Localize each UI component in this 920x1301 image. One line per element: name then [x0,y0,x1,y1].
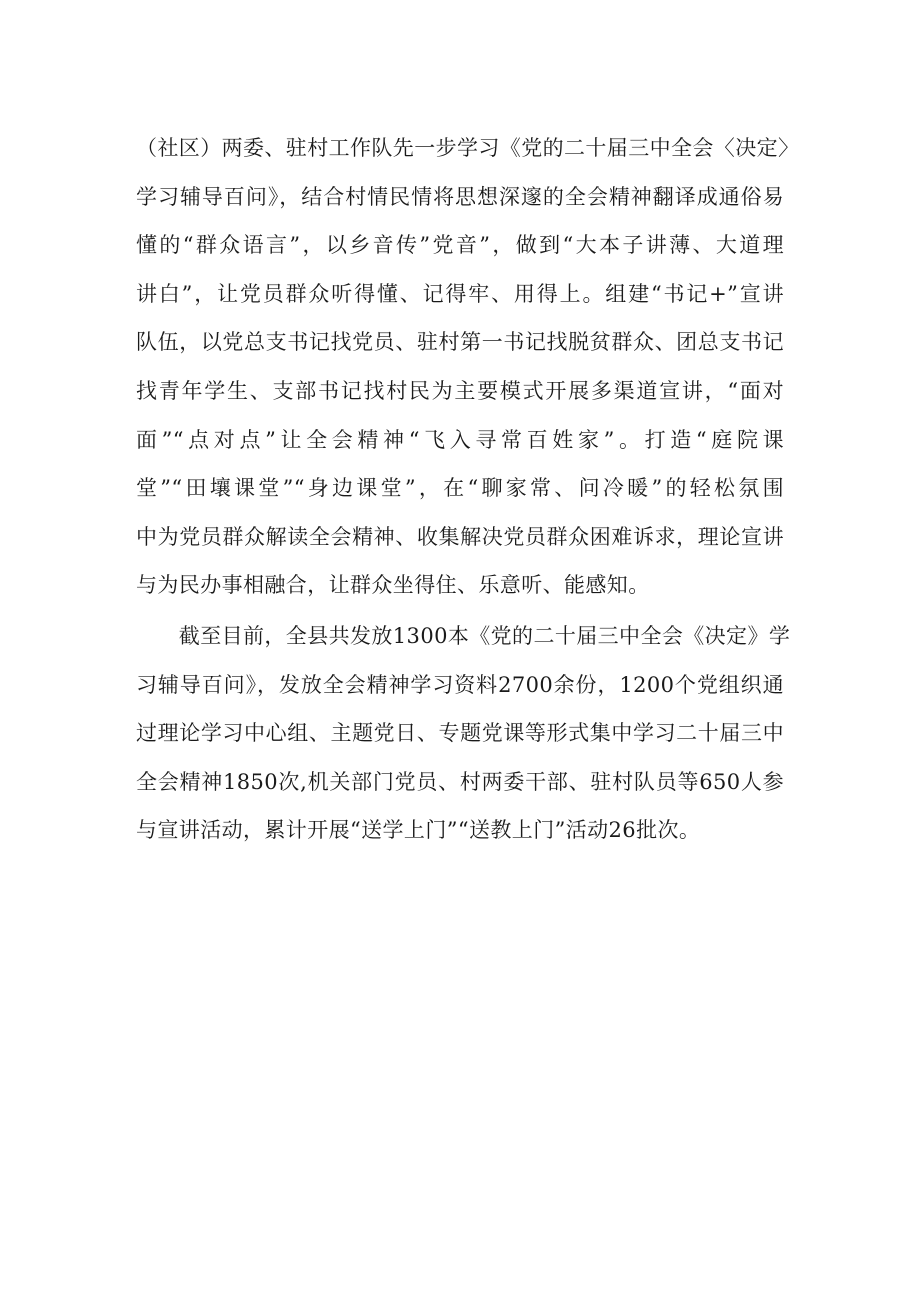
text-line: 与为民办事相融合，让群众坐得住、乐意听、能感知。 [136,573,650,598]
text-line: 讲白”，让党员群众听得懂、记得牢、用得上。组建“书记+”宣讲 [136,281,784,306]
text-line: 找青年学生、支部书记找村民为主要模式开展多渠道宣讲，“面对 [136,378,784,403]
text-line: 队伍，以党总支书记找党员、驻村第一书记找脱贫群众、团总支书记 [136,330,784,355]
text-line: 面”“点对点”让全会精神“飞入寻常百姓家”。打造“庭院课 [136,427,784,452]
text-line: 堂”“田壤课堂”“身边课堂”，在“聊家常、问冷暖”的轻松氛围 [136,476,784,501]
text-line: 中为党员群众解读全会精神、收集解决党员群众困难诉求，理论宣讲 [136,524,784,549]
text-line: 与宣讲活动，累计开展“送学上门”“送教上门”活动26批次。 [136,818,701,843]
text-line: 习辅导百问》，发放全会精神学习资料2700余份，1200个党组织通 [136,672,784,697]
body-paragraph-1 [136,124,800,610]
body-paragraph-2 [136,612,791,855]
text-line: （社区）两委、驻村工作队先一步学习《党的二十届三中全会〈决定〉 [136,136,800,160]
text-line: 过理论学习中心组、主题党日、专题党课等形式集中学习二十届三中 [136,721,784,746]
text-line: 懂的“群众语言”，以乡音传”党音”，做到“大本子讲薄、大道理 [136,233,784,258]
text-line: 全会精神1850次,机关部门党员、村两委干部、驻村队员等650人参 [136,769,784,794]
text-line: 截至目前，全县共发放1300本《党的二十届三中全会《决定》学 [136,624,791,648]
text-line: 学习辅导百问》，结合村情民情将思想深邃的全会精神翻译成通俗易 [136,184,784,209]
